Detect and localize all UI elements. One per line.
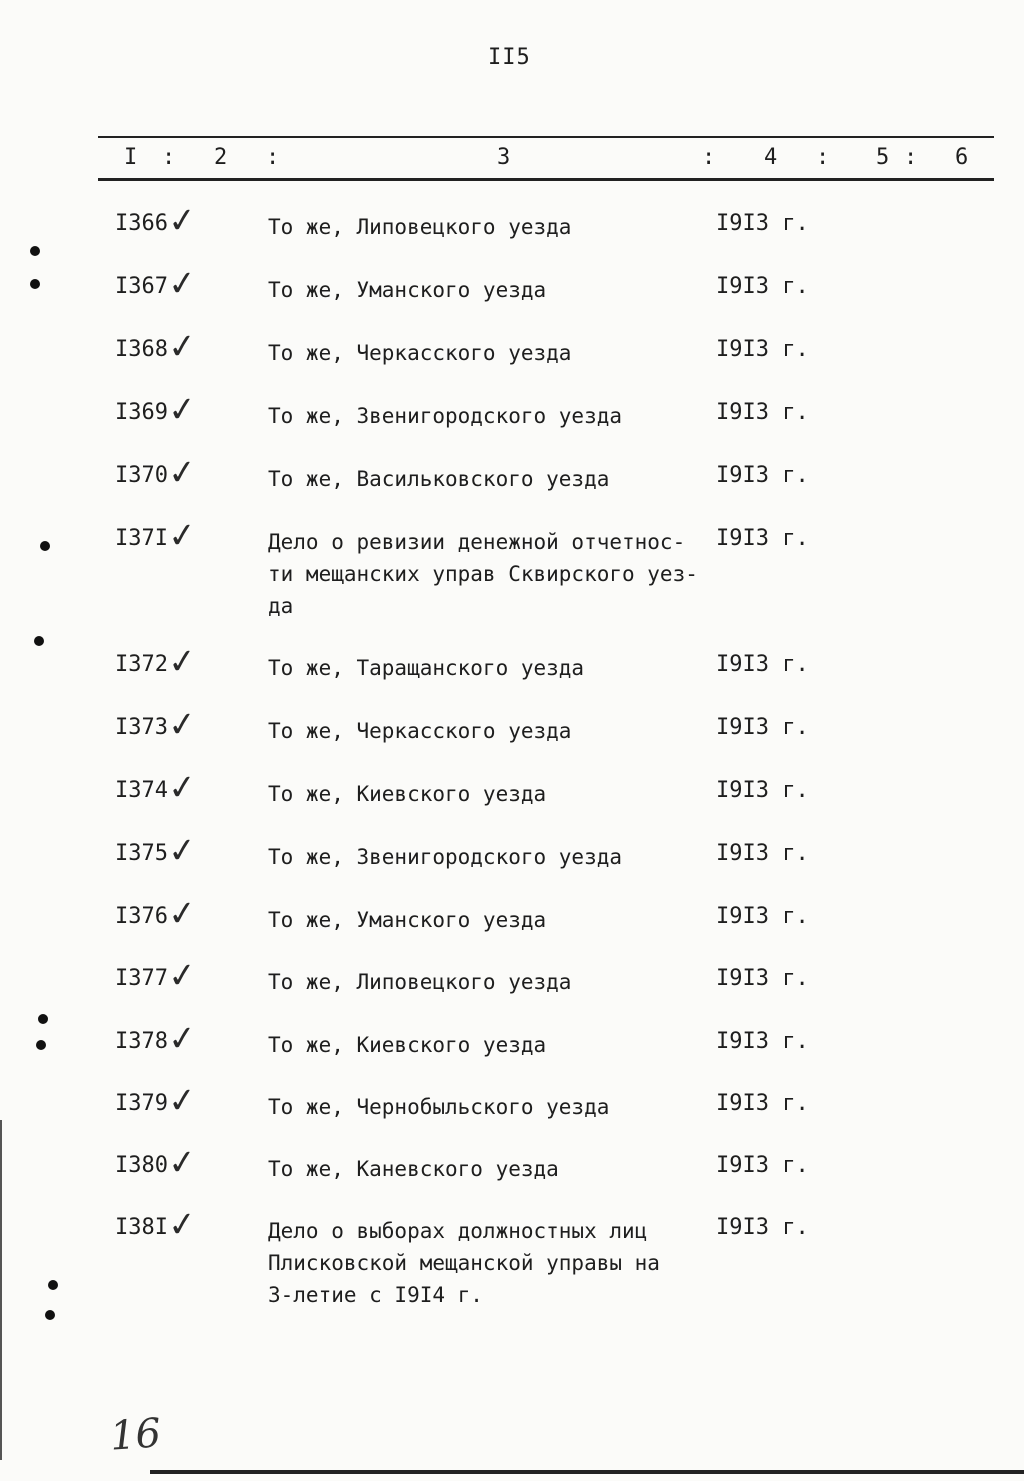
item-title: Дело о ревизии денежной отчетнос- ти мещанских управ Сквирского уез- да (268, 530, 698, 618)
item-title: То же, Уманского уезда (268, 278, 547, 302)
punch-hole-mark (30, 279, 40, 289)
header-separator: : (702, 145, 716, 170)
header-separator: : (162, 145, 176, 170)
header-bottom-rule (98, 178, 994, 181)
header-top-rule (98, 136, 994, 138)
check-mark-icon: ✓ (165, 1017, 199, 1061)
header-col-1: I (124, 145, 138, 170)
item-date: I9I3 г. (716, 1215, 809, 1240)
item-number: I377 (115, 966, 168, 991)
header-separator: : (266, 145, 280, 170)
header-col-4: 4 (764, 145, 778, 170)
item-date: I9I3 г. (716, 274, 809, 299)
item-title: То же, Липовецкого уезда (268, 970, 572, 994)
item-title: То же, Васильковского уезда (268, 467, 610, 491)
punch-hole-mark (48, 1280, 58, 1290)
check-mark-icon: ✓ (165, 262, 199, 306)
item-number: I374 (115, 778, 168, 803)
punch-hole-mark (36, 1040, 46, 1050)
scan-edge (0, 1120, 2, 1460)
check-mark-icon: ✓ (165, 325, 199, 369)
item-date: I9I3 г. (716, 715, 809, 740)
item-title: То же, Черкасского уезда (268, 341, 572, 365)
item-date: I9I3 г. (716, 841, 809, 866)
item-number: I369 (115, 400, 168, 425)
header-col-5: 5 (876, 145, 890, 170)
item-title: То же, Липовецкого уезда (268, 215, 572, 239)
item-number: I378 (115, 1029, 168, 1054)
item-title: То же, Звенигородского уезда (268, 845, 623, 869)
punch-hole-mark (40, 541, 50, 551)
check-mark-icon: ✓ (165, 388, 199, 432)
item-date: I9I3 г. (716, 1029, 809, 1054)
item-number: I373 (115, 715, 168, 740)
item-number: I379 (115, 1091, 168, 1116)
check-mark-icon: ✓ (165, 766, 199, 810)
item-title: То же, Чернобыльского уезда (268, 1095, 610, 1119)
item-title: То же, Черкасского уезда (268, 719, 572, 743)
item-title: То же, Звенигородского уезда (268, 404, 623, 428)
item-title: Дело о выборах должностных лиц Плисковской мещанской управы на 3-летие с I9I4 г. (268, 1219, 660, 1307)
check-mark-icon: ✓ (165, 703, 199, 747)
item-number: I375 (115, 841, 168, 866)
item-date: I9I3 г. (716, 211, 809, 236)
item-number: I366 (115, 211, 168, 236)
punch-hole-mark (45, 1310, 55, 1320)
header-separator: : (904, 145, 918, 170)
item-number: I38I (115, 1215, 168, 1240)
item-number: I380 (115, 1153, 168, 1178)
check-mark-icon: ✓ (165, 199, 199, 243)
punch-hole-mark (30, 246, 40, 256)
item-number: I368 (115, 337, 168, 362)
page-number: II5 (488, 45, 531, 70)
item-date: I9I3 г. (716, 463, 809, 488)
header-col-3: 3 (497, 145, 511, 170)
item-date: I9I3 г. (716, 526, 809, 551)
check-mark-icon: ✓ (165, 1203, 199, 1247)
item-title: То же, Уманского уезда (268, 908, 547, 932)
item-title: То же, Каневского уезда (268, 1157, 559, 1181)
header-col-2: 2 (214, 145, 228, 170)
item-date: I9I3 г. (716, 652, 809, 677)
check-mark-icon: ✓ (165, 1079, 199, 1123)
punch-hole-mark (34, 636, 44, 646)
item-date: I9I3 г. (716, 778, 809, 803)
check-mark-icon: ✓ (165, 451, 199, 495)
item-date: I9I3 г. (716, 904, 809, 929)
scan-edge (150, 1470, 1024, 1474)
item-title: То же, Киевского уезда (268, 782, 547, 806)
header-col-6: 6 (955, 145, 969, 170)
item-date: I9I3 г. (716, 400, 809, 425)
item-number: I367 (115, 274, 168, 299)
item-title: То же, Киевского уезда (268, 1033, 547, 1057)
check-mark-icon: ✓ (165, 514, 199, 558)
item-date: I9I3 г. (716, 1091, 809, 1116)
check-mark-icon: ✓ (165, 1141, 199, 1185)
item-date: I9I3 г. (716, 1153, 809, 1178)
item-date: I9I3 г. (716, 337, 809, 362)
check-mark-icon: ✓ (165, 892, 199, 936)
item-number: I370 (115, 463, 168, 488)
handwritten-sheet-number: 16 (108, 1410, 163, 1460)
check-mark-icon: ✓ (165, 954, 199, 998)
header-separator: : (816, 145, 830, 170)
check-mark-icon: ✓ (165, 829, 199, 873)
punch-hole-mark (38, 1014, 48, 1024)
item-date: I9I3 г. (716, 966, 809, 991)
item-number: I37I (115, 526, 168, 551)
item-number: I376 (115, 904, 168, 929)
check-mark-icon: ✓ (165, 640, 199, 684)
item-number: I372 (115, 652, 168, 677)
item-title: То же, Таращанского уезда (268, 656, 585, 680)
